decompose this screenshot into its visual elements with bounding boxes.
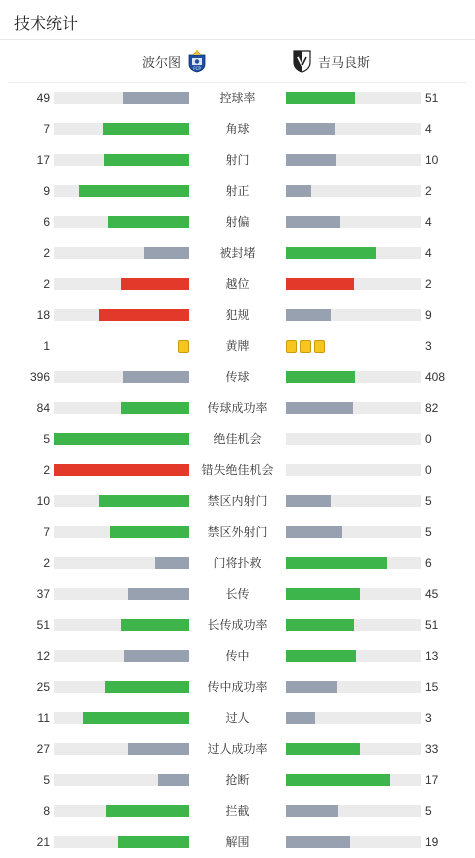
yellow-card-icon bbox=[300, 340, 311, 353]
away-stat-bar-fill bbox=[286, 650, 356, 662]
home-stat-value: 11 bbox=[37, 711, 50, 725]
home-team-name: 波尔图 bbox=[141, 54, 181, 70]
stat-label: 绝佳机会 bbox=[213, 432, 262, 446]
stat-row bbox=[0, 83, 475, 114]
away-stat-bar-track bbox=[286, 216, 421, 228]
home-stat-bar-track bbox=[54, 433, 189, 445]
home-stat-value: 37 bbox=[36, 587, 50, 601]
home-stat-bar-fill bbox=[79, 185, 189, 197]
away-stat-bar-track bbox=[286, 774, 421, 786]
away-stat-value: 17 bbox=[425, 773, 439, 787]
away-stat-value: 0 bbox=[425, 432, 432, 446]
stat-label: 过人 bbox=[225, 711, 250, 725]
teams-header bbox=[8, 40, 467, 83]
away-stat-bar-track bbox=[286, 495, 421, 507]
stat-row bbox=[0, 672, 475, 703]
home-stat-value: 1 bbox=[43, 339, 50, 353]
away-stat-bar-track bbox=[286, 402, 421, 414]
away-stat-value: 15 bbox=[425, 680, 439, 694]
yellow-card-icon bbox=[178, 340, 189, 353]
home-stat-value: 84 bbox=[36, 401, 50, 415]
home-stat-bar-track bbox=[54, 743, 189, 755]
home-stat-bar-track bbox=[54, 371, 189, 383]
away-stat-value: 19 bbox=[425, 835, 439, 849]
away-stat-value: 4 bbox=[425, 215, 432, 229]
home-stat-bar-fill bbox=[110, 526, 189, 538]
home-stat-bar-track bbox=[54, 774, 189, 786]
home-stat-bar-track bbox=[54, 805, 189, 817]
away-stat-value: 5 bbox=[425, 525, 432, 539]
stat-label: 越位 bbox=[225, 277, 250, 291]
stat-row bbox=[0, 424, 475, 455]
away-stat-bar-track bbox=[286, 309, 421, 321]
stat-row bbox=[0, 796, 475, 827]
stat-row bbox=[0, 517, 475, 548]
home-stat-value: 17 bbox=[36, 153, 50, 167]
away-stat-value: 2 bbox=[425, 277, 432, 291]
home-stat-bar-track bbox=[54, 619, 189, 631]
away-stat-bar-track bbox=[286, 650, 421, 662]
away-stat-bar-fill bbox=[286, 557, 387, 569]
away-stat-bar-fill bbox=[286, 588, 360, 600]
stat-label: 长传 bbox=[225, 587, 250, 601]
home-stat-bar-track bbox=[54, 402, 189, 414]
stat-row bbox=[0, 734, 475, 765]
away-stat-value: 33 bbox=[425, 742, 439, 756]
away-stat-value: 51 bbox=[425, 91, 439, 105]
away-yellow-cards bbox=[286, 340, 325, 353]
section-title: 技术统计 bbox=[14, 16, 79, 33]
stat-row bbox=[0, 393, 475, 424]
away-stat-value: 13 bbox=[425, 649, 439, 663]
home-stat-value: 5 bbox=[43, 432, 50, 446]
stat-label: 被封堵 bbox=[219, 246, 256, 260]
stat-row bbox=[0, 300, 475, 331]
away-stat-bar-track bbox=[286, 154, 421, 166]
home-stat-value: 2 bbox=[43, 556, 50, 570]
away-stat-bar-fill bbox=[286, 216, 340, 228]
home-stat-value: 21 bbox=[36, 835, 50, 849]
stat-row bbox=[0, 579, 475, 610]
home-stat-value: 2 bbox=[43, 463, 50, 477]
away-stat-bar-track bbox=[286, 247, 421, 259]
away-stat-bar-track bbox=[286, 464, 421, 476]
stats-list bbox=[0, 83, 475, 858]
away-stat-bar-fill bbox=[286, 805, 338, 817]
yellow-card-icon bbox=[286, 340, 297, 353]
away-stat-bar-fill bbox=[286, 154, 336, 166]
home-stat-bar-track bbox=[54, 154, 189, 166]
away-stat-bar-fill bbox=[286, 402, 353, 414]
away-stat-value: 4 bbox=[425, 122, 432, 136]
home-stat-value: 12 bbox=[36, 649, 50, 663]
home-stat-value: 27 bbox=[36, 742, 50, 756]
stat-row bbox=[0, 455, 475, 486]
home-stat-value: 6 bbox=[43, 215, 50, 229]
away-stat-bar-track bbox=[286, 712, 421, 724]
home-stat-value: 25 bbox=[36, 680, 50, 694]
stat-row bbox=[0, 765, 475, 796]
stat-label: 传中成功率 bbox=[207, 680, 268, 694]
home-stat-bar-fill bbox=[99, 309, 189, 321]
away-stat-bar-fill bbox=[286, 123, 335, 135]
home-stat-bar-fill bbox=[121, 402, 189, 414]
stat-row bbox=[0, 238, 475, 269]
home-stat-bar-track bbox=[54, 557, 189, 569]
stat-label: 拦截 bbox=[225, 804, 250, 818]
home-stat-value: 2 bbox=[43, 246, 50, 260]
stat-label: 射正 bbox=[225, 184, 250, 198]
stat-label: 传中 bbox=[225, 649, 250, 663]
home-stat-bar-track bbox=[54, 681, 189, 693]
stat-row bbox=[0, 145, 475, 176]
away-team[interactable] bbox=[292, 40, 376, 82]
stat-label: 长传成功率 bbox=[207, 618, 268, 632]
home-stat-value: 8 bbox=[43, 804, 50, 818]
away-stat-value: 0 bbox=[425, 463, 432, 477]
svg-text:FCP: FCP bbox=[193, 66, 201, 71]
home-stat-value: 10 bbox=[36, 494, 50, 508]
fc-porto-crest-icon bbox=[187, 49, 207, 73]
home-stat-bar-fill bbox=[105, 681, 189, 693]
stat-label: 犯规 bbox=[225, 308, 250, 322]
stat-row bbox=[0, 641, 475, 672]
home-stat-bar-fill bbox=[123, 92, 189, 104]
stat-label: 射偏 bbox=[225, 215, 250, 229]
yellow-card-icon bbox=[314, 340, 325, 353]
home-stat-bar-fill bbox=[83, 712, 189, 724]
home-stat-bar-track bbox=[54, 309, 189, 321]
away-stat-bar-track bbox=[286, 371, 421, 383]
stat-label: 过人成功率 bbox=[207, 742, 268, 756]
away-stat-bar-fill bbox=[286, 371, 355, 383]
away-stat-bar-fill bbox=[286, 247, 376, 259]
home-stat-bar-fill bbox=[123, 371, 189, 383]
stat-row bbox=[0, 331, 475, 362]
away-stat-bar-fill bbox=[286, 526, 342, 538]
away-stat-bar-track bbox=[286, 588, 421, 600]
stat-row bbox=[0, 114, 475, 145]
home-stat-value: 7 bbox=[43, 525, 50, 539]
away-stat-bar-track bbox=[286, 743, 421, 755]
away-stat-value: 45 bbox=[425, 587, 439, 601]
away-stat-bar-track bbox=[286, 557, 421, 569]
home-stat-bar-track bbox=[54, 588, 189, 600]
away-stat-bar-fill bbox=[286, 836, 350, 848]
stat-row bbox=[0, 269, 475, 300]
stat-label: 禁区内射门 bbox=[207, 494, 268, 508]
home-stat-bar-fill bbox=[121, 619, 189, 631]
home-stat-bar-fill bbox=[106, 805, 189, 817]
home-stat-bar-fill bbox=[124, 650, 189, 662]
section-header bbox=[0, 0, 475, 40]
away-stat-bar-track bbox=[286, 92, 421, 104]
home-stat-bar-fill bbox=[104, 154, 189, 166]
home-stat-value: 18 bbox=[36, 308, 50, 322]
away-stat-bar-fill bbox=[286, 743, 360, 755]
stat-label: 射门 bbox=[225, 153, 250, 167]
vitoria-guimaraes-crest-icon bbox=[292, 49, 312, 73]
away-stat-bar-fill bbox=[286, 495, 331, 507]
stat-label: 传球成功率 bbox=[207, 401, 268, 415]
home-stat-bar-fill bbox=[118, 836, 189, 848]
home-stat-bar-fill bbox=[121, 278, 189, 290]
away-stat-value: 10 bbox=[425, 153, 439, 167]
home-stat-bar-track bbox=[54, 92, 189, 104]
home-stat-bar-track bbox=[54, 526, 189, 538]
away-stat-value: 4 bbox=[425, 246, 432, 260]
away-stat-bar-track bbox=[286, 123, 421, 135]
home-stat-bar-fill bbox=[128, 588, 189, 600]
home-stat-bar-fill bbox=[155, 557, 189, 569]
away-stat-value: 51 bbox=[425, 618, 439, 632]
away-stat-value: 6 bbox=[425, 556, 432, 570]
away-stat-bar-track bbox=[286, 681, 421, 693]
home-yellow-cards bbox=[178, 340, 189, 353]
stat-label: 黄牌 bbox=[225, 339, 250, 353]
away-stat-bar-fill bbox=[286, 619, 354, 631]
stat-row bbox=[0, 703, 475, 734]
away-stat-bar-fill bbox=[286, 92, 355, 104]
home-stat-bar-track bbox=[54, 464, 189, 476]
away-stat-bar-fill bbox=[286, 185, 311, 197]
home-stat-value: 51 bbox=[36, 618, 50, 632]
away-stat-value: 9 bbox=[425, 308, 432, 322]
away-stat-value: 408 bbox=[425, 370, 446, 384]
stat-row bbox=[0, 362, 475, 393]
home-stat-bar-track bbox=[54, 123, 189, 135]
stat-label: 传球 bbox=[225, 370, 250, 384]
home-stat-bar-track bbox=[54, 278, 189, 290]
home-stat-bar-fill bbox=[54, 433, 189, 445]
home-team[interactable] bbox=[136, 40, 207, 82]
home-stat-bar-fill bbox=[108, 216, 189, 228]
away-stat-bar-track bbox=[286, 836, 421, 848]
away-stat-bar-track bbox=[286, 185, 421, 197]
away-stat-value: 82 bbox=[425, 401, 439, 415]
stat-label: 错失绝佳机会 bbox=[201, 463, 274, 477]
home-stat-bar-track bbox=[54, 216, 189, 228]
home-stat-value: 2 bbox=[43, 277, 50, 291]
stat-label: 解围 bbox=[225, 835, 250, 849]
stat-row bbox=[0, 176, 475, 207]
stat-row bbox=[0, 548, 475, 579]
away-team-name: 吉马良斯 bbox=[318, 54, 371, 70]
home-stat-bar-fill bbox=[99, 495, 189, 507]
away-stat-value: 2 bbox=[425, 184, 432, 198]
stat-label: 角球 bbox=[225, 122, 250, 136]
away-stat-value: 3 bbox=[425, 339, 432, 353]
away-stat-value: 5 bbox=[425, 804, 432, 818]
stat-label: 门将扑救 bbox=[213, 556, 262, 570]
home-stat-bar-fill bbox=[128, 743, 189, 755]
away-stat-bar-track bbox=[286, 278, 421, 290]
away-stat-bar-fill bbox=[286, 309, 331, 321]
home-stat-bar-track bbox=[54, 712, 189, 724]
home-stat-value: 49 bbox=[36, 91, 50, 105]
home-stat-bar-fill bbox=[103, 123, 189, 135]
home-stat-bar-track bbox=[54, 836, 189, 848]
away-stat-bar-fill bbox=[286, 712, 315, 724]
away-stat-bar-fill bbox=[286, 278, 354, 290]
home-stat-value: 396 bbox=[29, 370, 50, 384]
stat-label: 控球率 bbox=[219, 91, 256, 105]
home-stat-bar-fill bbox=[54, 464, 189, 476]
home-stat-value: 7 bbox=[43, 122, 50, 136]
away-stat-bar-fill bbox=[286, 774, 390, 786]
stat-row bbox=[0, 207, 475, 238]
stat-row bbox=[0, 827, 475, 858]
away-stat-bar-track bbox=[286, 526, 421, 538]
away-stat-value: 3 bbox=[425, 711, 432, 725]
home-stat-bar-fill bbox=[158, 774, 189, 786]
home-stat-bar-track bbox=[54, 185, 189, 197]
stat-label: 抢断 bbox=[225, 773, 250, 787]
home-stat-bar-track bbox=[54, 495, 189, 507]
stat-row bbox=[0, 486, 475, 517]
away-stat-bar-fill bbox=[286, 681, 337, 693]
away-stat-value: 5 bbox=[425, 494, 432, 508]
away-stat-bar-track bbox=[286, 805, 421, 817]
home-stat-bar-fill bbox=[144, 247, 189, 259]
stat-row bbox=[0, 610, 475, 641]
away-stat-bar-track bbox=[286, 433, 421, 445]
away-stat-bar-track bbox=[286, 619, 421, 631]
home-stat-bar-track bbox=[54, 247, 189, 259]
home-stat-bar-track bbox=[54, 650, 189, 662]
home-stat-value: 5 bbox=[43, 773, 50, 787]
home-stat-value: 9 bbox=[43, 184, 50, 198]
stat-label: 禁区外射门 bbox=[207, 525, 268, 539]
